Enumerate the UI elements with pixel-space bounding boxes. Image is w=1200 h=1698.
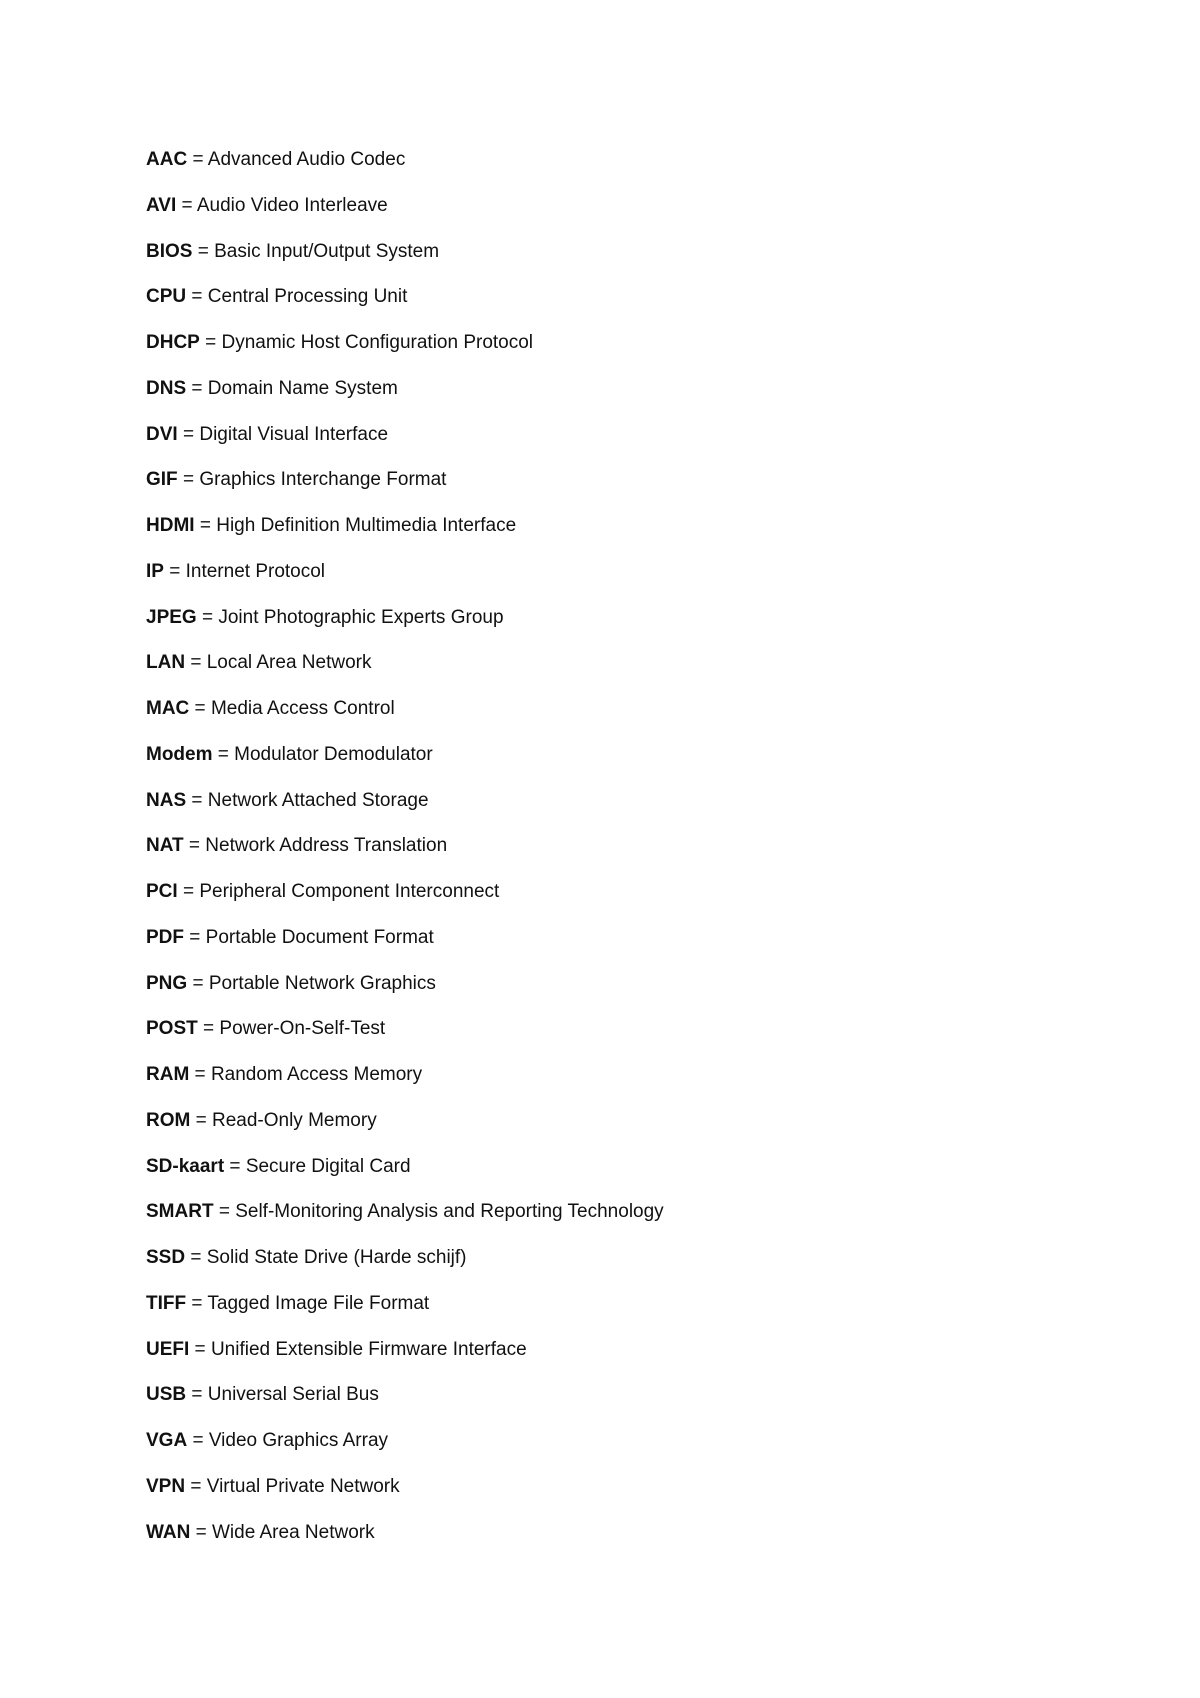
abbreviation: BIOS [146, 240, 193, 262]
equals-separator: = [189, 1064, 211, 1085]
equals-separator: = [185, 1247, 207, 1268]
full-term: Solid State Drive (Harde schijf) [206, 1247, 467, 1268]
full-term: Internet Protocol [185, 560, 326, 582]
abbreviation-entry [146, 148, 664, 194]
full-term: Central Processing Unit [207, 286, 408, 308]
abbreviation-entry [146, 1521, 664, 1567]
equals-separator: = [184, 926, 206, 948]
equals-separator: = [197, 1018, 220, 1040]
equals-separator: = [176, 194, 197, 216]
abbreviation: HDMI [146, 515, 195, 536]
equals-separator: = [163, 560, 186, 582]
equals-separator: = [192, 240, 215, 262]
abbreviation-entry [146, 880, 664, 926]
abbreviation-entry [146, 1063, 664, 1109]
full-term: Tagged Image File Format [207, 1292, 430, 1314]
equals-separator: = [199, 332, 222, 353]
abbreviation: JPEG [146, 606, 197, 628]
equals-separator: = [213, 1201, 236, 1223]
full-term: Network Address Translation [205, 835, 448, 857]
abbreviation: ROM [146, 1109, 191, 1131]
abbreviation: MAC [146, 698, 190, 719]
abbreviation-entry [146, 194, 664, 240]
abbreviation-entry [146, 560, 664, 606]
equals-separator: = [185, 652, 207, 674]
full-term: Portable Network Graphics [208, 972, 436, 994]
full-term: Read-Only Memory [211, 1109, 377, 1131]
abbreviation: CPU [146, 286, 187, 308]
equals-separator: = [187, 149, 208, 170]
equals-separator: = [194, 515, 217, 536]
abbreviation: AVI [146, 194, 177, 216]
abbreviation: PNG [146, 972, 188, 994]
abbreviation-entry [146, 834, 664, 880]
abbreviation-entry [146, 423, 664, 469]
abbreviation: VPN [146, 1475, 186, 1497]
full-term: Audio Video Interleave [196, 194, 388, 216]
full-term: Media Access Control [210, 698, 395, 719]
full-term: Modulator Demodulator [234, 743, 433, 765]
equals-separator: = [186, 1384, 208, 1406]
abbreviation: NAT [146, 835, 184, 857]
full-term: Self-Monitoring Analysis and Reporting Technology [235, 1201, 664, 1223]
full-term: Random Access Memory [210, 1064, 423, 1085]
full-term: Portable Document Format [205, 926, 434, 948]
abbreviation-entry [146, 1109, 664, 1155]
full-term: Local Area Network [206, 652, 372, 674]
abbreviation: SD-kaart [146, 1155, 225, 1177]
abbreviation-entry [146, 377, 664, 423]
abbreviation-entry [146, 651, 664, 697]
equals-separator: = [187, 972, 209, 994]
abbreviation-entry [146, 1292, 664, 1338]
abbreviation: WAN [146, 1521, 191, 1543]
abbreviation-entry [146, 743, 664, 789]
abbreviation-list [146, 148, 664, 1566]
abbreviation-entry [146, 1200, 664, 1246]
equals-separator: = [224, 1155, 246, 1177]
abbreviation-entry [146, 606, 664, 652]
equals-separator: = [196, 606, 219, 628]
abbreviation: VGA [146, 1430, 188, 1451]
abbreviation: NAS [146, 789, 187, 811]
equals-separator: = [177, 881, 200, 902]
full-term: Virtual Private Network [206, 1475, 400, 1497]
abbreviation-entry [146, 1429, 664, 1475]
full-term: Advanced Audio Codec [207, 149, 406, 170]
abbreviation: RAM [146, 1064, 190, 1085]
full-term: Power-On-Self-Test [219, 1018, 386, 1040]
equals-separator: = [186, 286, 208, 308]
full-term: High Definition Multimedia Interface [216, 515, 517, 536]
abbreviation: USB [146, 1384, 187, 1406]
abbreviation: GIF [146, 469, 178, 491]
equals-separator: = [177, 469, 200, 491]
abbreviation-entry [146, 331, 664, 377]
equals-separator: = [190, 1109, 212, 1131]
abbreviation: TIFF [146, 1292, 187, 1314]
abbreviation: Modem [146, 743, 213, 765]
full-term: Digital Visual Interface [199, 423, 389, 445]
abbreviation-entry [146, 1383, 664, 1429]
full-term: Universal Serial Bus [207, 1384, 379, 1406]
abbreviation-entry [146, 240, 664, 286]
abbreviation-entry [146, 1155, 664, 1201]
equals-separator: = [177, 423, 200, 445]
abbreviation-entry [146, 926, 664, 972]
full-term: Graphics Interchange Format [199, 469, 447, 491]
equals-separator: = [190, 1521, 212, 1543]
abbreviation-entry [146, 514, 664, 560]
full-term: Peripheral Component Interconnect [199, 881, 500, 902]
abbreviation: DVI [146, 423, 178, 445]
abbreviation-entry [146, 468, 664, 514]
full-term: Network Attached Storage [207, 789, 429, 811]
full-term: Unified Extensible Firmware Interface [210, 1338, 527, 1360]
equals-separator: = [186, 377, 208, 399]
abbreviation: SSD [146, 1247, 186, 1268]
equals-separator: = [183, 835, 206, 857]
abbreviation: UEFI [146, 1338, 190, 1360]
abbreviation-entry [146, 1246, 664, 1292]
abbreviation: DNS [146, 377, 187, 399]
equals-separator: = [187, 1430, 209, 1451]
full-term: Domain Name System [207, 377, 398, 399]
abbreviation-entry [146, 1338, 664, 1384]
full-term: Wide Area Network [211, 1521, 375, 1543]
abbreviation-entry [146, 285, 664, 331]
equals-separator: = [186, 789, 208, 811]
full-term: Dynamic Host Configuration Protocol [221, 332, 534, 353]
full-term: Basic Input/Output System [214, 240, 440, 262]
abbreviation: SMART [146, 1201, 214, 1223]
equals-separator: = [189, 1338, 211, 1360]
full-term: Video Graphics Array [208, 1430, 389, 1451]
equals-separator: = [212, 743, 235, 765]
abbreviation-entry [146, 789, 664, 835]
abbreviation-entry [146, 1017, 664, 1063]
abbreviation: POST [146, 1018, 198, 1040]
abbreviation: IP [146, 560, 164, 582]
full-term: Secure Digital Card [245, 1155, 411, 1177]
abbreviation: DHCP [146, 332, 200, 353]
abbreviation: PCI [146, 881, 178, 902]
abbreviation-entry [146, 1475, 664, 1521]
abbreviation-entry [146, 697, 664, 743]
full-term: Joint Photographic Experts Group [218, 606, 504, 628]
equals-separator: = [186, 1292, 208, 1314]
abbreviation: LAN [146, 652, 186, 674]
abbreviation: AAC [146, 149, 188, 170]
abbreviation: PDF [146, 926, 184, 948]
abbreviation-entry [146, 972, 664, 1018]
equals-separator: = [189, 698, 211, 719]
equals-separator: = [185, 1475, 207, 1497]
